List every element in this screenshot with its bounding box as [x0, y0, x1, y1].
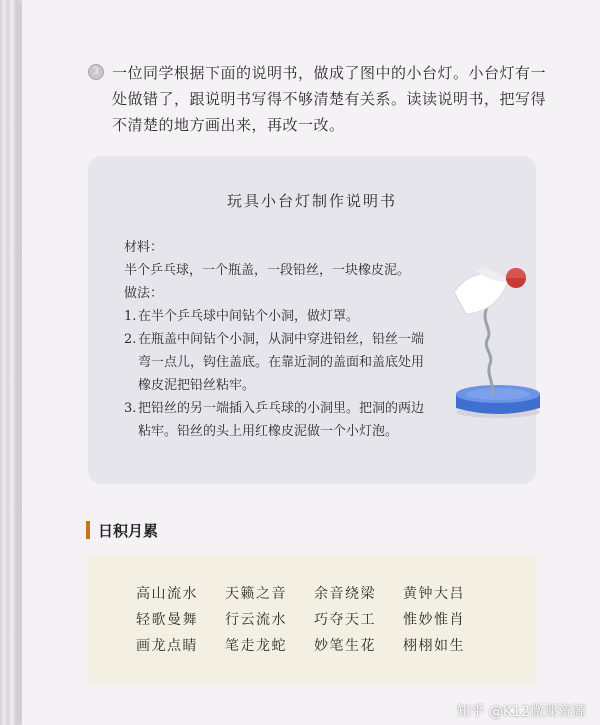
idiom: 巧夺天工 [314, 612, 376, 628]
toy-lamp-illustration [446, 262, 546, 422]
idiom: 余音绕梁 [314, 586, 376, 602]
idiom: 栩栩如生 [403, 638, 465, 654]
section-marker [86, 521, 90, 539]
idiom: 黄钟大吕 [403, 586, 465, 602]
idiom-grid [136, 583, 492, 657]
materials-label: 材料： [124, 240, 164, 255]
question-text: 一位同学根据下面的说明书，做成了图中的小台灯。小台灯有一处做错了，跟说明书写得不够清楚有关系。读读说明书，把写得不清楚的地方画出来，再改一改。 [112, 64, 547, 134]
step-item: 2. 在瓶盖中间钻个小洞，从洞中穿进铅丝，铅丝一端弯一点儿，钩住盖底。在靠近洞的盖面和盖底处用橡皮泥把铅丝粘牢。 [124, 332, 425, 393]
method-label: 做法： [124, 286, 164, 301]
section-title: 日积月累 [98, 521, 159, 540]
manual-body [124, 236, 424, 443]
idiom: 高山流水 [136, 586, 198, 602]
idiom: 画龙点睛 [136, 638, 198, 654]
idiom: 天籁之音 [225, 586, 287, 602]
question-number-badge: 3 [88, 64, 104, 80]
step-item: 3. 把铅丝的另一端插入乒乓球的小洞里。把洞的两边粘牢。铅丝的头上用红橡皮泥做一个小灯泡。 [124, 401, 425, 439]
watermark: 知乎 @K12微课资源 [456, 704, 586, 720]
idiom: 笔走龙蛇 [225, 638, 287, 654]
idiom: 行云流水 [225, 612, 287, 628]
step-item: 1. 在半个乒乓球中间钻个小洞，做灯罩。 [124, 309, 360, 324]
materials-text: 半个乒乓球，一个瓶盖，一段铅丝，一块橡皮泥。 [124, 263, 411, 278]
manual-title: 玩具小台灯制作说明书 [226, 192, 397, 210]
page-edge [0, 0, 22, 725]
idiom: 轻歌曼舞 [136, 612, 198, 628]
idiom: 妙笔生花 [314, 638, 376, 654]
idiom: 惟妙惟肖 [403, 612, 465, 628]
idiom-panel [88, 555, 536, 685]
section-header [86, 519, 158, 541]
